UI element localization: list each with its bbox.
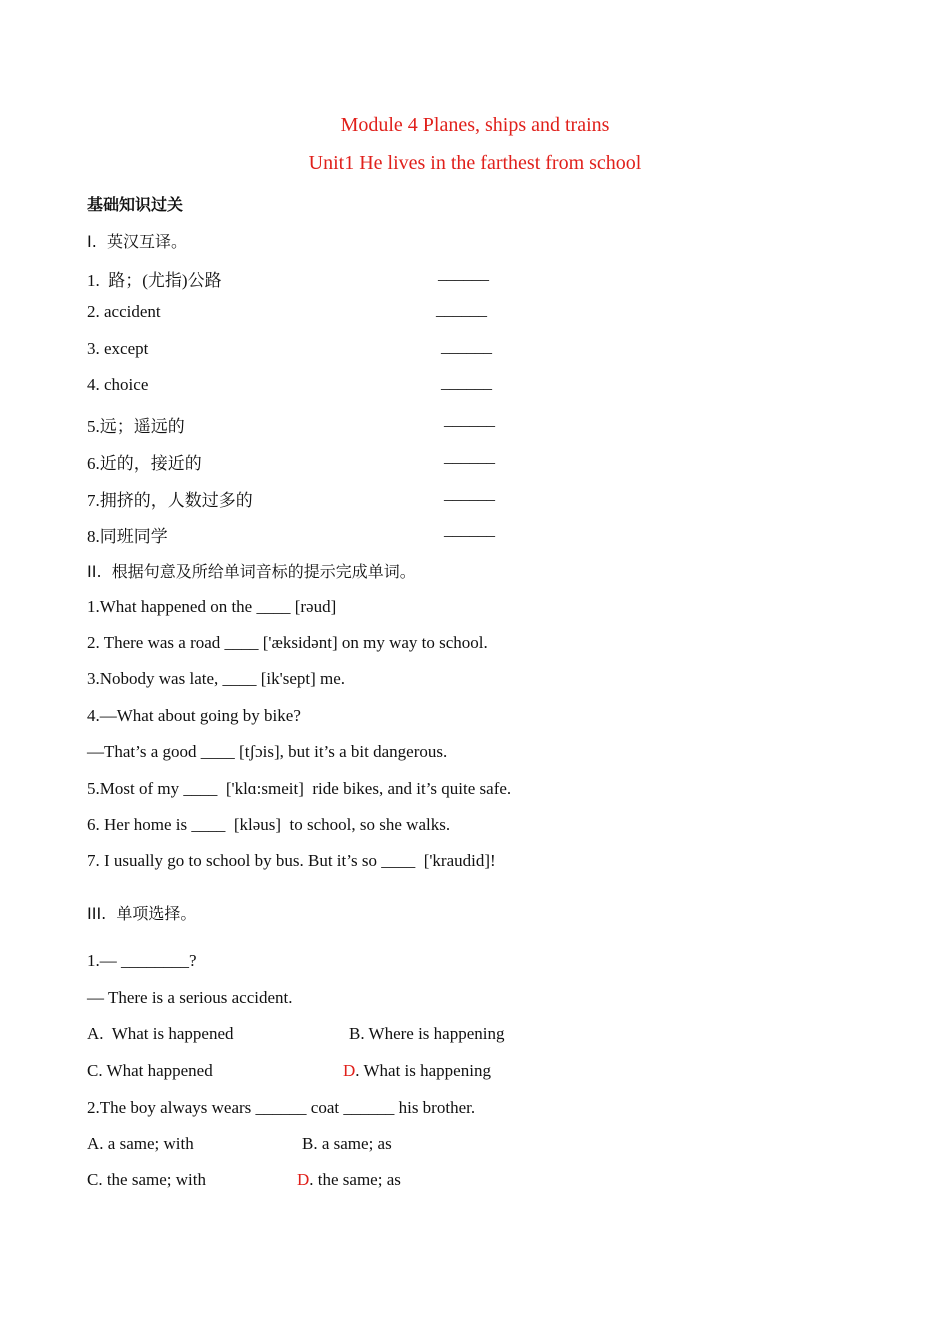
fill-sentence: 1.What happened on the ____ [rəud]: [87, 597, 337, 616]
answer-marker: D: [297, 1170, 310, 1189]
answer-blank[interactable]: ______: [436, 300, 487, 319]
q1-option-c[interactable]: C. What happened: [87, 1061, 213, 1080]
vocab-item: 6.近的，接近的: [87, 454, 202, 473]
question-1: 1.— ________?: [87, 951, 197, 970]
answer-marker: D: [343, 1061, 356, 1080]
fill-sentence: —That’s a good ____ [tʃɔis], but it’s a bit dangerous.: [87, 742, 448, 761]
vocab-item: 1. 路；(尤指)公路: [87, 271, 222, 290]
unit-title: Unit1 He lives in the farthest from school: [308, 152, 642, 174]
q1-option-d[interactable]: [343, 1061, 491, 1081]
part1-heading: I. 英汉互译。: [87, 232, 187, 251]
fill-sentence: 4.—What about going by bike?: [87, 706, 301, 725]
part3-heading: III. 单项选择。: [87, 904, 197, 923]
fill-sentence: 3.Nobody was late, ____ [ik'sept] me.: [87, 669, 346, 688]
fill-sentence: 6. Her home is ____ [kləus] to school, so she walks.: [87, 815, 451, 834]
fill-sentence: 5.Most of my ____ ['klɑ:smeit] ride bikes, and it’s quite safe.: [87, 779, 512, 798]
option-text: . the same; as: [309, 1170, 401, 1189]
answer-blank[interactable]: ______: [444, 410, 495, 429]
q2-option-a[interactable]: A. a same; with: [87, 1134, 194, 1153]
answer-blank[interactable]: ______: [444, 520, 495, 539]
answer-blank[interactable]: ______: [444, 484, 495, 503]
question-1-response: — There is a serious accident.: [87, 988, 293, 1007]
module-title: Module 4 Planes, ships and trains: [340, 114, 610, 136]
question-2: 2.The boy always wears ______ coat ______ his brother.: [87, 1098, 476, 1117]
q2-option-c[interactable]: C. the same; with: [87, 1170, 206, 1189]
q1-option-a[interactable]: A. What is happened: [87, 1024, 234, 1043]
q1-option-b[interactable]: B. Where is happening: [349, 1024, 505, 1043]
vocab-item: 4. choice: [87, 375, 149, 394]
answer-blank[interactable]: ______: [438, 264, 489, 283]
fill-sentence: 7. I usually go to school by bus. But it’s so ____ ['kraudid]!: [87, 851, 496, 870]
vocab-item: 3. except: [87, 339, 149, 358]
vocab-item: 5.远；遥远的: [87, 417, 185, 436]
fill-sentence: 2. There was a road ____ ['æksidənt] on my way to school.: [87, 633, 488, 652]
section-heading: 基础知识过关: [87, 195, 184, 214]
vocab-item: 7.拥挤的，人数过多的: [87, 491, 253, 510]
q2-option-b[interactable]: B. a same; as: [302, 1134, 392, 1153]
option-text: . What is happening: [355, 1061, 491, 1080]
answer-blank[interactable]: ______: [441, 337, 492, 356]
answer-blank[interactable]: ______: [444, 447, 495, 466]
vocab-item: 2. accident: [87, 302, 161, 321]
vocab-item: 8.同班同学: [87, 527, 168, 546]
answer-blank[interactable]: ______: [441, 373, 492, 392]
q2-option-d[interactable]: [297, 1170, 401, 1190]
part2-heading: II. 根据句意及所给单词音标的提示完成单词。: [87, 562, 416, 581]
